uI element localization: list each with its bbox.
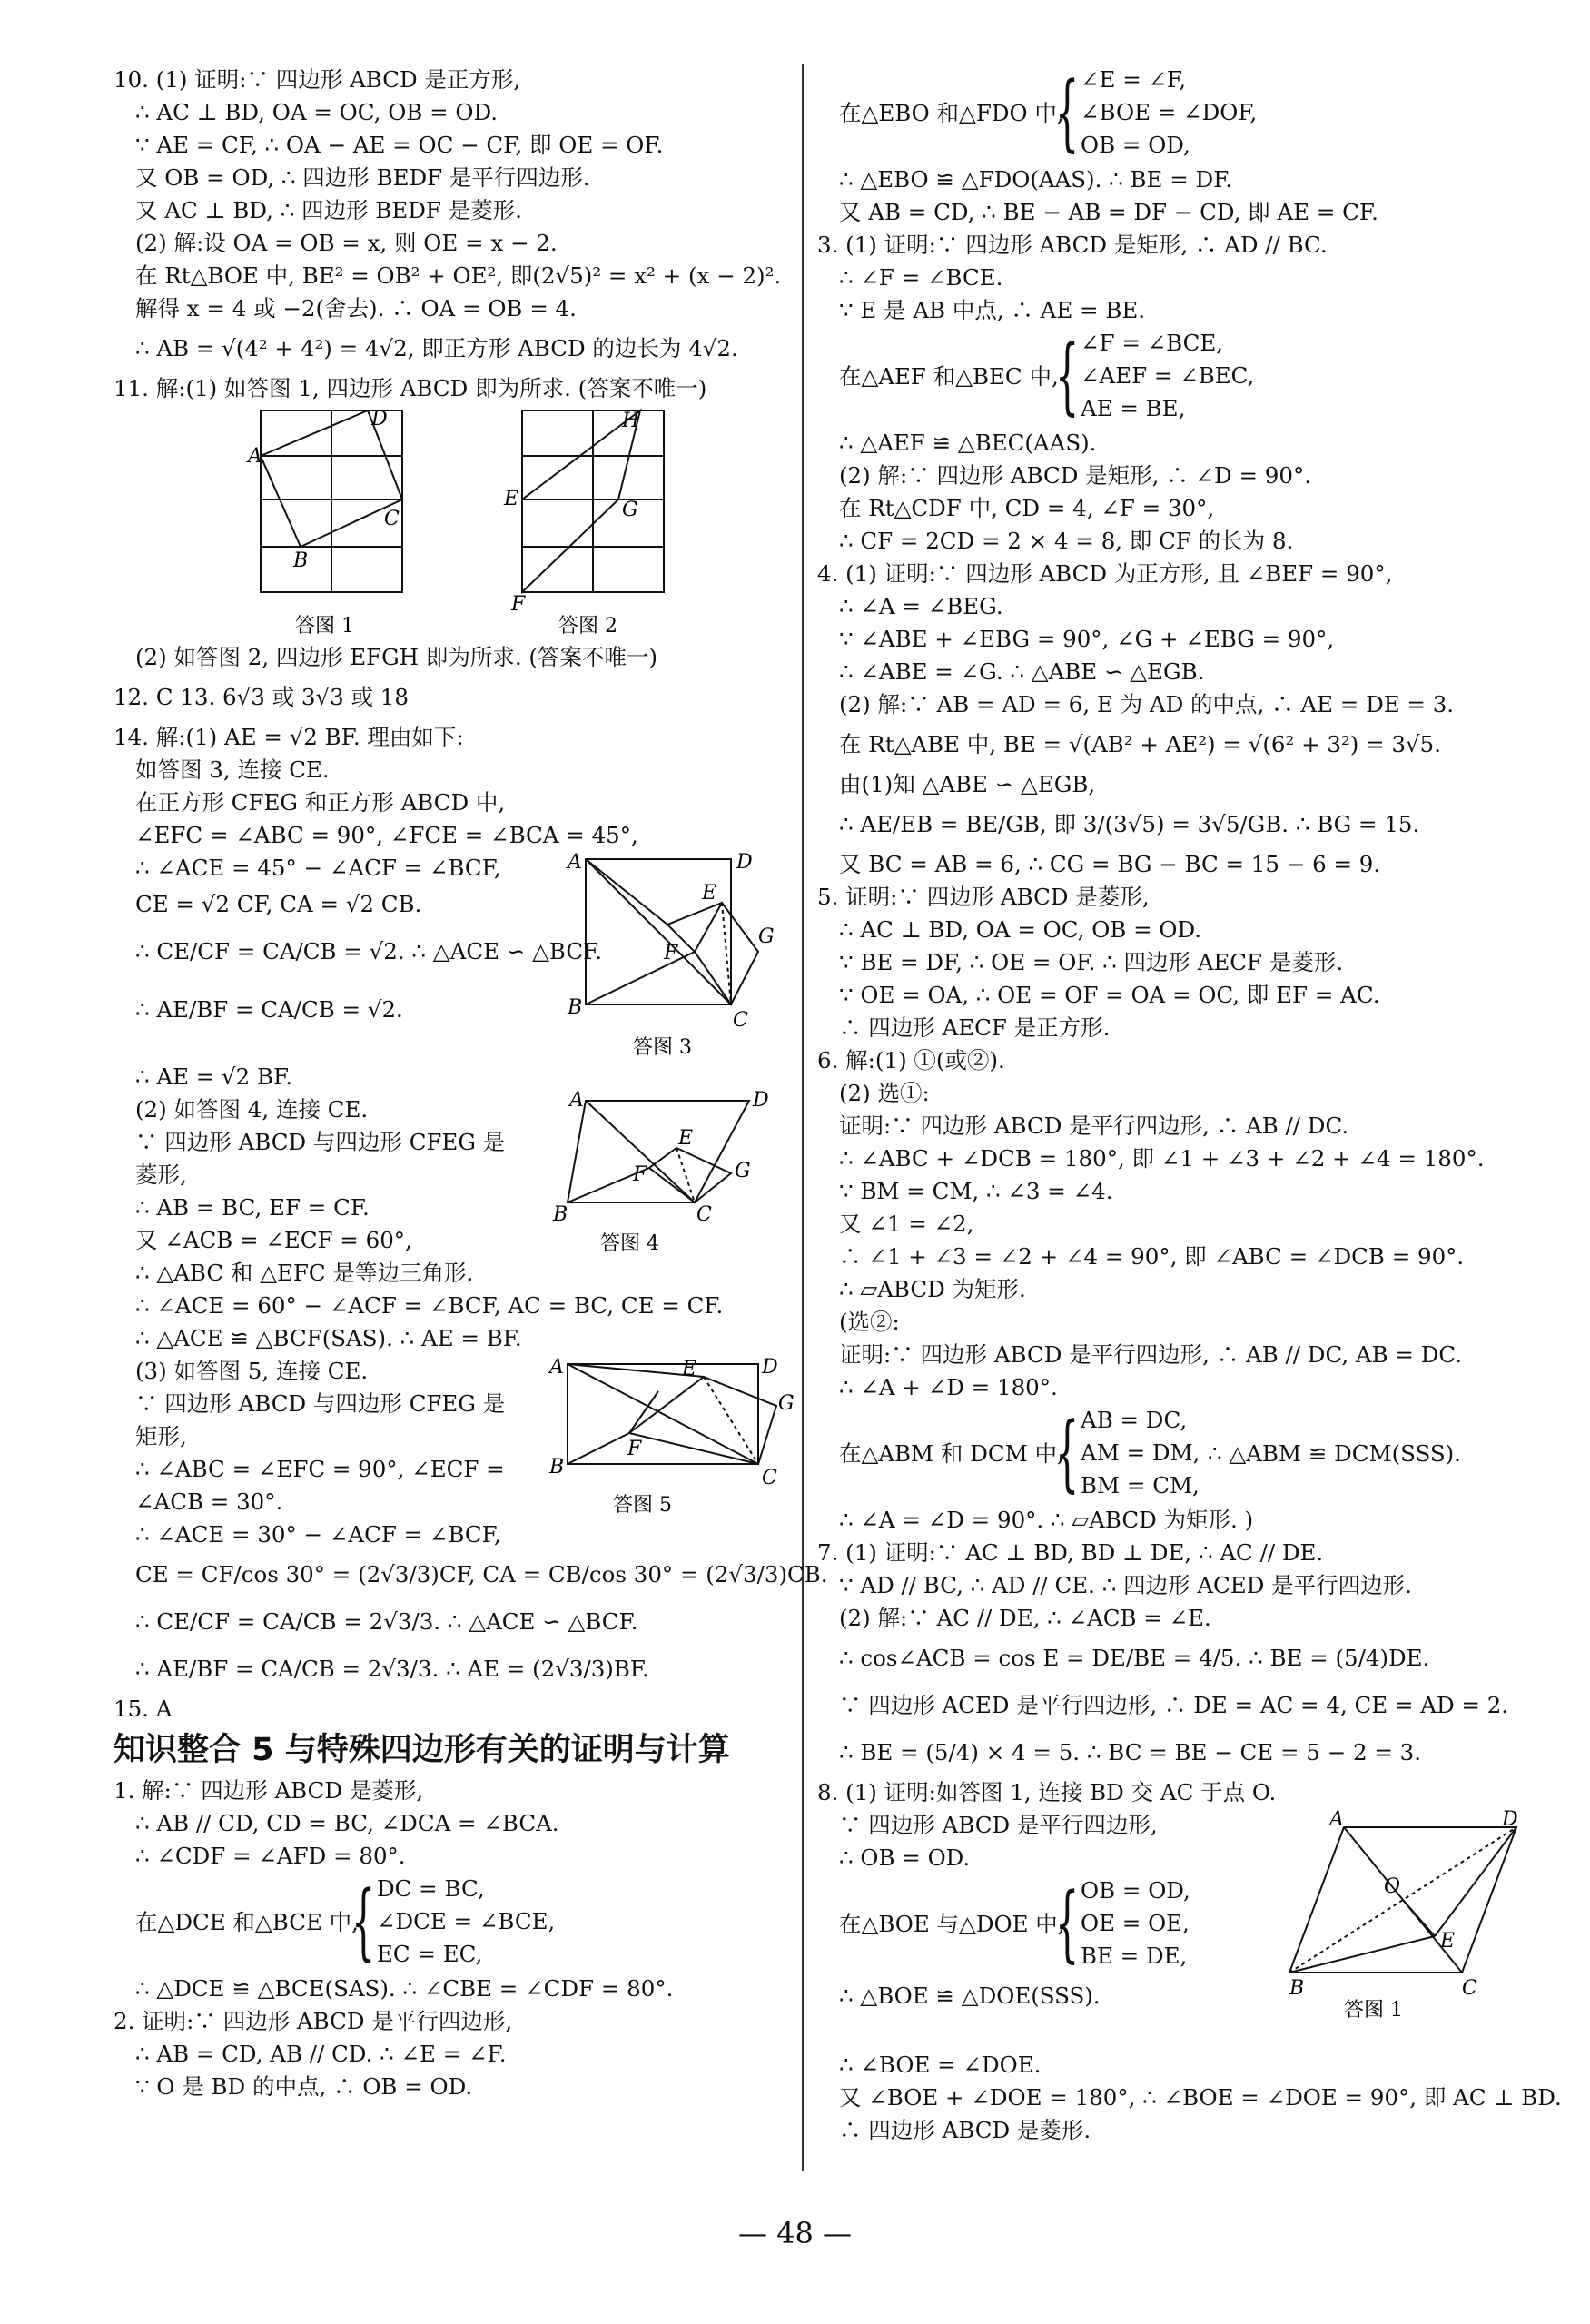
label-C: C — [384, 508, 400, 530]
system-row: OB = OD, — [1081, 1877, 1190, 1904]
text-line: 又 ∠1 = ∠2, — [839, 1211, 974, 1237]
label-B: B — [1289, 1977, 1305, 2000]
system-row: OE = OE, — [1081, 1910, 1190, 1936]
caption-fig4: 答图 4 — [600, 1232, 659, 1255]
system-row: AB = DC, — [1081, 1407, 1188, 1433]
text-line: ∴ ∠ABC = ∠EFC = 90°, ∠ECF = — [135, 1456, 505, 1482]
text-line: 又 OB = OD, ∴ 四边形 BEDF 是平行四边形. — [135, 164, 590, 191]
text-line: 14. 解:(1) AE = √2 BF. 理由如下: — [114, 724, 464, 750]
equation-system — [817, 327, 1544, 427]
figure-1-2 — [114, 405, 785, 641]
text-line: 又 ∠ACB = ∠ECF = 60°, — [135, 1227, 412, 1253]
text-line: ∴ ∠ABC + ∠DCB = 180°, 即 ∠1 + ∠3 + ∠2 + ∠4 = 180°. — [839, 1145, 1485, 1172]
text-line: ∴ CE/CF = CA/CB = √2. ∴ △ACE ∽ △BCF. — [135, 938, 603, 964]
text-line: ∵ 四边形 ABCD 与四边形 CFEG 是 — [135, 1129, 506, 1155]
label-F: F — [627, 1438, 642, 1460]
figure-6 — [1289, 1808, 1526, 2022]
label-G: G — [778, 1392, 795, 1415]
figure-row-5 — [114, 1355, 795, 1518]
text-line: ∴ AE/BF = CA/CB = 2√3/3. ∴ AE = (2√3/3)BF. — [135, 1656, 649, 1682]
text-line: (2) 如答图 4, 连接 CE. — [135, 1096, 369, 1122]
label-D: D — [736, 851, 753, 874]
text-line: ∴ AB // CD, CD = BC, ∠DCA = ∠BCA. — [135, 1810, 559, 1836]
text-line: 2. 证明:∵ 四边形 ABCD 是平行四边形, — [114, 2008, 513, 2034]
text-line: ∵ BM = CM, ∴ ∠3 = ∠4. — [839, 1178, 1113, 1204]
text-line: ∵ 四边形 ABCD 与四边形 CFEG 是 — [135, 1390, 506, 1417]
text-line: ∴ AE/BF = CA/CB = √2. — [135, 996, 403, 1023]
figure-row-3 — [114, 852, 785, 1061]
text-line: ∵ OE = OA, ∴ OE = OF = OA = OC, 即 EF = AC. — [839, 982, 1380, 1008]
text-line: 矩形, — [135, 1423, 187, 1449]
label-B: B — [549, 1456, 565, 1478]
text-line: 在 Rt△CDF 中, CD = 4, ∠F = 30°, — [839, 495, 1215, 521]
caption-fig5: 答图 5 — [613, 1494, 672, 1517]
system-conclusion: ∴ △ABM ≌ DCM(SSS). — [1208, 1440, 1461, 1467]
label-G: G — [735, 1160, 751, 1182]
text-line: ∴ BE = (5/4) × 4 = 5. ∴ BC = BE − CE = 5 − 2 = 3. — [839, 1739, 1422, 1765]
text-line: 15. A — [114, 1696, 173, 1722]
text-line: 在 Rt△ABE 中, BE = √(AB² + AE²) = √(6² + 3²) = 3√5. — [839, 731, 1442, 757]
text-line: ∠ACB = 30°. — [135, 1488, 283, 1515]
label-E: E — [682, 1358, 697, 1380]
text-line: ∴ CF = 2CD = 2 × 4 = 8, 即 CF 的长为 8. — [839, 528, 1294, 554]
text-line: ∵ AE = CF, ∴ OA − AE = OC − CF, 即 OE = OF. — [135, 132, 664, 158]
text-line: CE = √2 CF, CA = √2 CB. — [135, 891, 422, 917]
text-line: ∴ AC ⊥ BD, OA = OC, OB = OD. — [839, 916, 1202, 943]
brace-icon: { — [1055, 327, 1080, 424]
column-divider — [802, 64, 804, 2171]
text-line: 由(1)知 △ABE ∽ △EGB, — [839, 771, 1096, 797]
text-line: ∴ ∠1 + ∠3 = ∠2 + ∠4 = 90°, 即 ∠ABC = ∠DCB = 90°. — [839, 1243, 1465, 1270]
text-line: (2) 解:设 OA = OB = x, 则 OE = x − 2. — [135, 230, 558, 256]
left-column — [114, 64, 828, 2103]
label-D: D — [1502, 1808, 1518, 1831]
label-G: G — [758, 925, 775, 948]
right-column — [817, 64, 1562, 2147]
text-line: 6. 解:(1) ①(或②). — [817, 1047, 1005, 1073]
text-line: ∴ AC ⊥ BD, OA = OC, OB = OD. — [135, 99, 499, 125]
label-B: B — [553, 1203, 568, 1226]
text-line: 证明:∵ 四边形 ABCD 是平行四边形, ∴ AB // DC, AB = DC. — [839, 1341, 1462, 1368]
label-C: C — [1462, 1977, 1477, 2000]
label-B: B — [293, 549, 309, 572]
equation-system — [114, 1873, 785, 1973]
text-line: ∴ AB = CD, AB // CD. ∴ ∠E = ∠F. — [135, 2041, 507, 2067]
caption-fig6: 答图 1 — [1344, 1999, 1403, 2022]
label-A: A — [569, 1089, 584, 1112]
text-line: 又 ∠BOE + ∠DOE = 180°, ∴ ∠BOE = ∠DOE = 90°, 即 AC ⊥ BD. — [839, 2084, 1562, 2111]
text-line: (2) 如答图 2, 四边形 EFGH 即为所求. (答案不唯一) — [135, 644, 658, 670]
text-line: (2) 选①: — [839, 1080, 930, 1106]
label-D: D — [371, 408, 388, 430]
figure-row-1-2 — [114, 405, 785, 641]
text-line: 8. (1) 证明:如答图 1, 连接 BD 交 AC 于点 O. — [817, 1779, 1277, 1805]
label-H: H — [622, 410, 640, 432]
text-line: ∵ 四边形 ACED 是平行四边形, ∴ DE = AC = 4, CE = AD = 2. — [839, 1692, 1509, 1718]
system-row: ∠E = ∠F, — [1081, 66, 1187, 93]
equation-system — [817, 64, 1544, 163]
label-A: A — [248, 445, 262, 468]
text-line: (2) 解:∵ 四边形 ABCD 是矩形, ∴ ∠D = 90°. — [839, 462, 1312, 489]
system-row: AM = DM, — [1081, 1439, 1200, 1466]
text-line: ∴ △ABC 和 △EFC 是等边三角形. — [135, 1260, 474, 1286]
text-line: ∴ CE/CF = CA/CB = 2√3/3. ∴ △ACE ∽ △BCF. — [135, 1608, 638, 1635]
text-line: CE = CF/cos 30° = (2√3/3)CF, CA = CB/cos 30° = (2√3/3)CB. — [135, 1561, 828, 1587]
label-E: E — [504, 488, 519, 510]
label-F: F — [633, 1163, 647, 1186]
system-label: 在△EBO 和△FDO 中, — [839, 100, 1064, 126]
label-A: A — [549, 1356, 564, 1379]
text-line: 4. (1) 证明:∵ 四边形 ABCD 为正方形, 且 ∠BEF = 90°, — [817, 560, 1393, 587]
figure-row-6 — [817, 1776, 1544, 2049]
text-line: ∴ OB = OD. — [839, 1844, 971, 1871]
text-line: ∴ cos∠ACB = cos E = DE/BE = 4/5. ∴ BE = (5/4)DE. — [839, 1645, 1430, 1671]
text-line: ∠EFC = ∠ABC = 90°, ∠FCE = ∠BCA = 45°, — [135, 822, 638, 848]
text-line: ∴ ∠A + ∠D = 180°. — [839, 1374, 1058, 1400]
text-line: 7. (1) 证明:∵ AC ⊥ BD, BD ⊥ DE, ∴ AC // DE. — [817, 1539, 1324, 1566]
text-line: ∴ 四边形 ABCD 是菱形. — [839, 2117, 1091, 2143]
label-C: C — [733, 1009, 748, 1032]
text-line: ∴ 四边形 AECF 是正方形. — [839, 1014, 1111, 1041]
text-line: ∴ AE = √2 BF. — [135, 1063, 293, 1090]
text-line: ∴ ∠A = ∠BEG. — [839, 593, 1003, 619]
system-row: OB = OD, — [1081, 132, 1190, 158]
text-line: (选②: — [839, 1309, 900, 1335]
text-line: (3) 如答图 5, 连接 CE. — [135, 1358, 369, 1384]
text-line: ∴ AB = √(4² + 4²) = 4√2, 即正方形 ABCD 的边长为 4√2. — [135, 335, 738, 361]
label-F: F — [664, 942, 678, 964]
text-line: 1. 解:∵ 四边形 ABCD 是菱形, — [114, 1777, 424, 1804]
label-O: O — [1384, 1875, 1401, 1898]
system-row: DC = BC, — [377, 1875, 485, 1902]
label-A: A — [568, 851, 582, 874]
equation-system — [817, 1404, 1544, 1504]
label-E: E — [678, 1127, 694, 1150]
text-line: 12. C 13. 6√3 或 3√3 或 18 — [114, 684, 409, 710]
system-row: AE = BE, — [1081, 395, 1186, 421]
text-line: ∴ △ACE ≌ △BCF(SAS). ∴ AE = BF. — [135, 1325, 522, 1351]
text-line: ∴ △DCE ≌ △BCE(SAS). ∴ ∠CBE = ∠CDF = 80°. — [135, 1975, 674, 2002]
label-C: C — [762, 1467, 777, 1489]
text-line: ∴ ∠CDF = ∠AFD = 80°. — [135, 1843, 406, 1869]
text-line: (2) 解:∵ AC // DE, ∴ ∠ACB = ∠E. — [839, 1605, 1211, 1631]
text-line: ∴ ∠F = ∠BCE. — [839, 264, 1003, 291]
brace-icon: { — [1055, 1404, 1080, 1501]
text-line: ∵ 四边形 ABCD 是平行四边形, — [839, 1812, 1158, 1838]
text-line: ∴ ∠ACE = 45° − ∠ACF = ∠BCF, — [135, 855, 501, 881]
caption-fig3: 答图 3 — [633, 1036, 692, 1059]
text-line: ∴ AB = BC, EF = CF. — [135, 1194, 370, 1221]
section-title: 知识整合 5 与特殊四边形有关的证明与计算 — [114, 1732, 730, 1768]
system-label: 在△ABM 和 DCM 中, — [839, 1440, 1064, 1467]
text-line: 如答图 3, 连接 CE. — [135, 757, 330, 783]
label-D: D — [762, 1356, 778, 1379]
system-row: BE = DE, — [1081, 1943, 1188, 1969]
text-line: ∴ △AEF ≌ △BEC(AAS). — [839, 430, 1097, 456]
text-line: 5. 证明:∵ 四边形 ABCD 是菱形, — [817, 884, 1150, 910]
page-number: — 48 — — [737, 2216, 853, 2250]
system-row: ∠AEF = ∠BEC, — [1081, 362, 1255, 389]
text-line: 在 Rt△BOE 中, BE² = OB² + OE², 即(2√5)² = x² + (x − 2)². — [135, 262, 782, 289]
text-line: ∵ AD // BC, ∴ AD // CE. ∴ 四边形 ACED 是平行四边形. — [839, 1572, 1412, 1598]
text-line: 菱形, — [135, 1162, 187, 1188]
text-line: 证明:∵ 四边形 ABCD 是平行四边形, ∴ AB // DC. — [839, 1113, 1349, 1139]
label-B: B — [568, 996, 583, 1019]
system-label: 在△AEF 和△BEC 中, — [839, 363, 1059, 390]
text-line: 又 AB = CD, ∴ BE − AB = DF − CD, 即 AE = CF. — [839, 199, 1378, 225]
system-row: BM = CM, — [1081, 1472, 1200, 1498]
text-line: 3. (1) 证明:∵ 四边形 ABCD 是矩形, ∴ AD // BC. — [817, 232, 1328, 258]
brace-icon: { — [351, 1873, 376, 1970]
text-line: ∴ AE/EB = BE/GB, 即 3/(3√5) = 3√5/GB. ∴ BG = 15. — [839, 811, 1420, 837]
text-line: 又 BC = AB = 6, ∴ CG = BG − BC = 15 − 6 = 9. — [839, 851, 1381, 877]
system-row: ∠DCE = ∠BCE, — [377, 1908, 556, 1934]
text-line: (2) 解:∵ AB = AD = 6, E 为 AD 的中点, ∴ AE = DE = 3. — [839, 691, 1455, 717]
text-line: ∵ ∠ABE + ∠EBG = 90°, ∠G + ∠EBG = 90°, — [839, 626, 1335, 652]
text-line: 在正方形 CFEG 和正方形 ABCD 中, — [135, 789, 506, 816]
equation-system — [817, 1874, 1271, 1974]
brace-icon: { — [1055, 64, 1080, 161]
text-line: 解得 x = 4 或 −2(舍去). ∴ OA = OB = 4. — [135, 295, 577, 321]
brace-icon: { — [1055, 1874, 1080, 1972]
system-row: ∠BOE = ∠DOF, — [1081, 99, 1258, 125]
text-line: 又 AC ⊥ BD, ∴ 四边形 BEDF 是菱形. — [135, 197, 522, 223]
system-label: 在△BOE 与△DOE 中, — [839, 1911, 1065, 1937]
system-label: 在△DCE 和△BCE 中, — [135, 1909, 359, 1935]
text-line: ∵ O 是 BD 的中点, ∴ OB = OD. — [135, 2073, 473, 2100]
text-line: ∴ △EBO ≌ △FDO(AAS). ∴ BE = DF. — [839, 166, 1233, 193]
text-line: 10. (1) 证明:∵ 四边形 ABCD 是正方形, — [114, 66, 521, 93]
figure-row-4 — [114, 1089, 785, 1257]
text-line: 11. 解:(1) 如答图 1, 四边形 ABCD 即为所求. (答案不唯一) — [114, 375, 707, 401]
text-line: ∴ ▱ABCD 为矩形. — [839, 1276, 1026, 1302]
label-E: E — [702, 882, 717, 905]
text-line: ∴ ∠ACE = 60° − ∠ACF = ∠BCF, AC = BC, CE = CF. — [135, 1292, 724, 1319]
text-line: ∵ E 是 AB 中点, ∴ AE = BE. — [839, 297, 1146, 323]
text-line: ∴ ∠A = ∠D = 90°. ∴ ▱ABCD 为矩形. ) — [839, 1507, 1254, 1533]
caption-fig2: 答图 2 — [558, 615, 617, 638]
label-A: A — [1329, 1808, 1344, 1831]
figure-3 — [568, 852, 776, 1061]
figure-5 — [549, 1355, 795, 1518]
system-row: ∠F = ∠BCE, — [1081, 330, 1224, 356]
text-line: ∴ △BOE ≌ △DOE(SSS). — [839, 1983, 1101, 2009]
caption-fig1: 答图 1 — [295, 615, 354, 638]
label-C: C — [696, 1203, 712, 1226]
label-F: F — [511, 593, 526, 616]
text-line: ∴ ∠BOE = ∠DOE. — [839, 2052, 1042, 2078]
figure-4 — [549, 1089, 785, 1257]
text-line: ∵ BE = DF, ∴ OE = OF. ∴ 四边形 AECF 是菱形. — [839, 949, 1344, 975]
label-E: E — [1440, 1930, 1456, 1953]
text-line: ∴ ∠ACE = 30° − ∠ACF = ∠BCF, — [135, 1521, 501, 1548]
system-row: EC = EC, — [377, 1941, 483, 1967]
text-line: ∴ ∠ABE = ∠G. ∴ △ABE ∽ △EGB. — [839, 658, 1205, 685]
label-G: G — [622, 499, 638, 521]
label-D: D — [753, 1089, 769, 1112]
